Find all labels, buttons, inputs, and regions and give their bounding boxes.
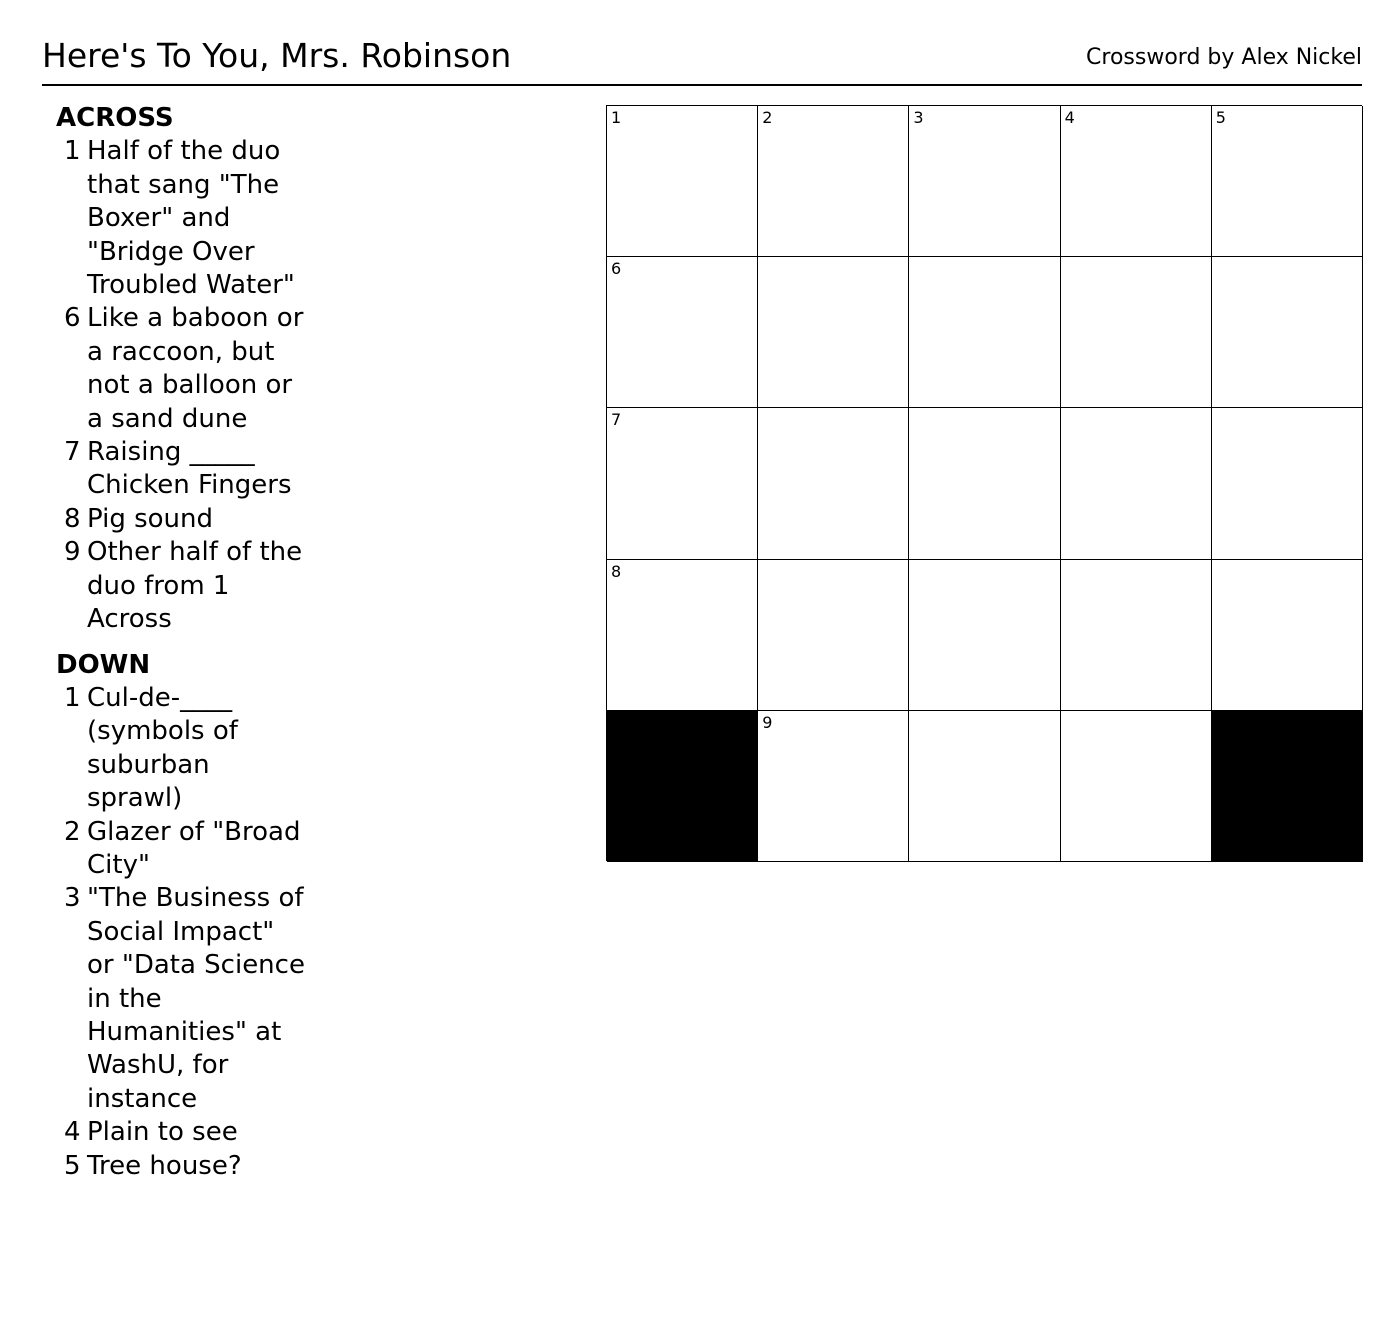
across-clue-1[interactable] [56,135,306,302]
grid-cell[interactable] [607,257,758,408]
cell-number: 6 [611,259,622,279]
clue-number: 2 [64,816,81,847]
black-square [607,711,758,862]
clue-text: Glazer of "Broad City" [87,816,301,880]
puzzle-title: Here's To You, Mrs. Robinson [42,36,512,75]
clue-number: 5 [64,1150,81,1181]
clue-number: 4 [64,1117,81,1148]
puzzle-byline: Crossword by Alex Nickel [1086,45,1362,70]
grid-cell[interactable] [1061,711,1212,862]
cell-number: 3 [913,108,924,127]
grid-cell[interactable] [758,711,909,862]
cell-number: 5 [1215,108,1226,127]
clue-number: 8 [64,503,81,534]
clue-text: Like a baboon or a raccoon, but not a balloon or a sand dune [87,303,304,434]
down-clue-list [56,682,306,1183]
grid-cell[interactable] [758,408,909,559]
clue-number: 1 [64,136,81,167]
cell-number: 7 [611,410,622,430]
grid-cell[interactable] [1212,106,1363,257]
clue-text: Other half of the duo from 1 Across [87,537,303,635]
across-clue-8[interactable] [56,503,306,536]
cell-number: 2 [762,108,773,127]
across-clue-list [56,135,306,636]
cell-number: 9 [762,712,773,732]
down-clue-1[interactable] [56,682,306,816]
clue-number: 7 [64,437,81,468]
across-heading: ACROSS [56,103,174,133]
black-square [1212,711,1363,862]
cell-number: 4 [1064,108,1075,127]
clue-text: Pig sound [87,503,214,534]
down-heading: DOWN [56,649,151,680]
across-clue-9[interactable] [56,536,306,636]
grid-cell[interactable] [1061,408,1212,559]
grid-cell[interactable] [909,408,1060,559]
grid-cell[interactable] [1212,408,1363,559]
cell-number: 8 [611,561,622,581]
clue-text: "The Business of Social Impact" or "Data Science in the Humanities" at WashU, for instance [87,883,305,1114]
grid-cell[interactable] [1212,257,1363,408]
grid-cell[interactable] [909,257,1060,408]
clues-panel [56,102,306,1195]
clue-number: 1 [64,682,81,713]
down-clue-3[interactable] [56,882,306,1116]
cell-number: 1 [611,108,622,127]
grid-cell[interactable] [758,106,909,257]
clue-text: Tree house? [87,1150,242,1181]
across-clue-6[interactable] [56,302,306,436]
grid-cell[interactable] [1061,560,1212,711]
clue-number: 9 [64,537,81,568]
grid-cell[interactable] [1061,257,1212,408]
clue-text: Raising _____ Chicken Fingers [87,437,292,501]
down-clue-5[interactable] [56,1150,306,1183]
grid-cell[interactable] [607,106,758,257]
grid-cell[interactable] [607,560,758,711]
grid-cell[interactable] [607,408,758,559]
crossword-grid [606,105,1362,861]
across-clue-7[interactable] [56,436,306,503]
down-clue-4[interactable] [56,1116,306,1149]
grid-cell[interactable] [909,711,1060,862]
clue-text: Cul-de-____ (symbols of suburban sprawl) [87,682,238,814]
clue-text: Half of the duo that sang "The Boxer" and "Bridge Over Troubled Water" [87,136,295,301]
down-clue-2[interactable] [56,816,306,883]
grid-cell[interactable] [758,560,909,711]
grid-cell[interactable] [1212,560,1363,711]
grid-cell[interactable] [909,106,1060,257]
grid-cell[interactable] [758,257,909,408]
grid-cell[interactable] [1061,106,1212,257]
puzzle-header [42,30,1362,86]
clue-number: 6 [64,303,81,334]
clue-text: Plain to see [87,1117,238,1148]
grid-cell[interactable] [909,560,1060,711]
clue-number: 3 [64,883,81,914]
